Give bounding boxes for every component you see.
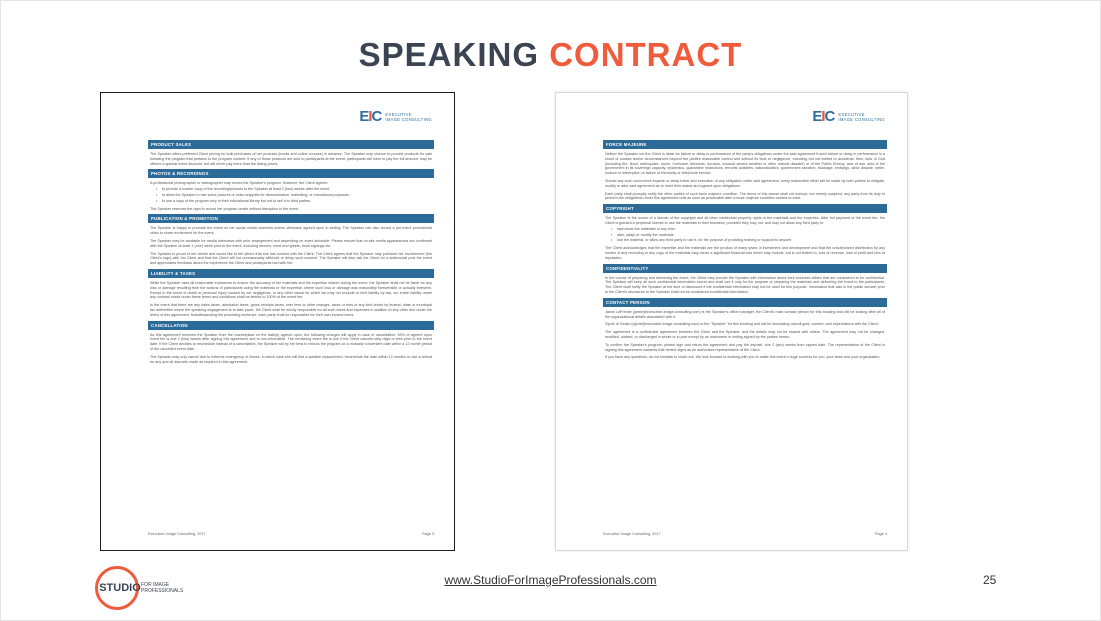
section-paragraph: The Client acknowledges that the expertise and the materials are the product of many years of investment and development and that the unauthorized distribution by any means of any recording or any copy of the materials may cause a significant financial loss which may include, but is not limited to, loss of revenue, loss of profit and loss of reputation. bbox=[605, 246, 885, 260]
eic-logo-mark: EIC bbox=[359, 108, 382, 125]
section-heading: PUBLICATION & PROMOTION bbox=[148, 214, 434, 223]
section-paragraph: As this agreement removes the Speaker from the marketplace on the date(s) agreed upon, the following charges will apply in case of cancellation: 50% of agreed upon event fee is due 2 (two) weeks after signing this agreement and is non-refundable. The remaining event fee is due if the Client cancels sixty days or less prior to the event date. If the Client decides to reschedule instead of a cancellation, the Speaker will try her best to rebook the program on a mutually convenient date within a 12 month period of the cancelled event date. bbox=[150, 332, 432, 351]
section-paragraph: In the event that there are any sales taxes, admission taxes, gross receipts taxes, user fees or other charges, taxes or fees of any kind levied by federal, state or municipal tax authorities where the speaking engagement is to take place, the Client shall be wholly responsible for all such taxes and expenses in addition to any other due under the terms of this agreement. Notwithstanding the preceding sentence, each party shall be responsible for their own income taxes. bbox=[150, 303, 432, 317]
section-heading: PHOTOS & RECORDINGS bbox=[148, 169, 434, 178]
section-paragraph: The Speaker is happy to promote the event on her social media channels unless otherwise agreed upon in writing. The Speaker can also record a pre-event promotional video to share excitement for the event. bbox=[150, 226, 432, 236]
executive-image-consulting-logo: EIC EXECUTIVE IMAGE CONSULTING bbox=[359, 108, 432, 125]
section-heading: CONFIDENTIALITY bbox=[603, 264, 887, 273]
section-paragraph: Neither the Speaker nor the Client is liable for failure or delay in performance of the party's obligations under the said agreement if such failure or delay in performance is a result of causes and/or circumstances beyond the parties reasonable control and without its fault or negligence, including but not limited to accidents, fires, Acts of God (including fire, flood, earthquake, storm, hurricane, blizzards, tornado, unusual severe weather or other natural disaster) or of the Public Enemy, acts of war, acts of the government in its sovereign capacity, epidemics, quarantine restrictions, terrorist activities, nationalization, government sanction, blockage, embargo, labor dispute, strike, lockout or interruption or failure of electricity or telephone service. bbox=[605, 152, 885, 176]
slide-title bbox=[0, 36, 1101, 74]
executive-image-consulting-logo: EIC EXECUTIVE IMAGE CONSULTING bbox=[812, 108, 885, 125]
page-footer-company: Executive Image Consulting, 2017 bbox=[148, 532, 206, 536]
page-footer-company: Executive Image Consulting, 2017 bbox=[603, 532, 661, 536]
section-bullet: • alter, adapt or modify the materials bbox=[617, 233, 877, 238]
page-left-footer bbox=[148, 532, 434, 536]
section-paragraph: To confirm the Speaker's program, please sign and return the agreement and pay the deposit, due 2 (two) weeks from signed date. The representative of the Client in signing this agreement warrants that he/she signs as an authorized representative of the Client. bbox=[605, 342, 885, 352]
section-heading: FORCE MAJEURE bbox=[603, 140, 887, 149]
section-paragraph: The Speaker offers preferred Client pricing for bulk purchases of her products (books and online courses) in advance. The Speaker may choose to provide products for sale following the program that pertains to the program content. If any of those products are sold to participants at the event, participants will have to pay the full amount, may be offered a special event discount, but will never pay more than the listing prices. bbox=[150, 152, 432, 166]
studio-logo-word: STUDIO bbox=[99, 582, 141, 594]
website-link[interactable]: www.StudioForImageProfessionals.com bbox=[444, 573, 657, 587]
section-heading: CANCELLATION bbox=[148, 321, 434, 330]
page-footer-number: Page 4 bbox=[874, 532, 887, 536]
section-paragraph: While the Speaker uses all reasonable endeavors to ensure the accuracy of the materials and the expertise shared during the event, the Speaker shall not be liable for any loss or damage resulting from the actions of participants using the materials or the expertise, where such loss or damage was reasonably foreseeable or actually foreseen. Except in the event of death or personal injury caused by our negligence, or any other cause for which we may not exclude or limit liability by law, our entire liability under any contract made under these terms and conditions shall be limited to 100% of the event fee. bbox=[150, 280, 432, 300]
page-left-content bbox=[148, 137, 434, 364]
section-paragraph: In the course of preparing and delivering the event, the Client may provide the Speaker with information about their business affairs that are considered to be confidential. The Speaker will keep all such confidential information secret and shall use it only for the purpose of preparing the materials and delivering the event to the participants. The Client shall notify the Speaker at the time of disclosure if the confidential information may not be used for this purpose. Information that was in the public domain prior to the Client's disclosure to the Speaker shall not be considered confidential information. bbox=[605, 275, 885, 294]
section-paragraph: The Speaker may be available for media interviews with prior arrangement and depending on event schedule. Please ensure that on-site media appearances are confirmed with the Speaker at least 1 (one) week prior to the event, including dinners, meet and greets, book signings etc. bbox=[150, 238, 432, 248]
section-bullet: • use the material, or allow any third party to use it, for the purpose of providing training or support to anyone. bbox=[617, 238, 877, 243]
section-heading: COPYRIGHT bbox=[603, 204, 887, 213]
section-paragraph: Each party shall promptly notify the other parties of such force majeure condition. The terms of this clause shall not exempt, but merely suspend, any party from its duty to perform the obligations under this agreement until as soon as practicable after a force majeure condition ceases to exist. bbox=[605, 191, 885, 201]
section-paragraph: The agreement is a confidential agreement between the Client and the Speaker, and the details may not be shared with others. The agreement may not be changed, modified, waived, or discharged in whole or in part except by an instrument in writing signed by the parties hereto. bbox=[605, 330, 885, 339]
slide-page-number: 25 bbox=[983, 573, 997, 587]
section-paragraph: If you have any questions, do not hesitate to reach out. We look forward to working with you to make this event a huge success for you, your team and your organization. bbox=[605, 355, 881, 360]
section-bullet: • to provide a master copy of the recording/pictures to the Speaker at least 2 (two) weeks after the event. bbox=[162, 187, 424, 192]
section-paragraph: A professional photographer or videographer may record the Speaker's program. However, the Client agrees: bbox=[150, 181, 329, 186]
section-bullet: • to use a copy of the program only in their educational library but not to sell it to third parties. bbox=[162, 199, 424, 204]
page-right-content bbox=[603, 137, 887, 360]
section-paragraph: The Speaker reserves the right to record her program onsite without disruption to the event. bbox=[150, 206, 300, 211]
section-paragraph: The Speaker is proud of her clients and would like to tell others that she has worked with the Client. The Client agrees that the Speaker may publicize her involvement (the Client's logo) with the Client and that the Client will not unreasonably withhold or delay such consent. The Speaker will also ask the Client for a testimonial post the event and appreciates feedback about the experience the Client and participants had with her. bbox=[150, 251, 432, 266]
contract-page-right bbox=[555, 92, 908, 551]
slide-title-dark: SPEAKING bbox=[358, 36, 540, 73]
section-heading: PRODUCT SALES bbox=[148, 140, 434, 149]
section-paragraph: The Speaker is the owner of a license of the copyright and all other intellectual property rights in the materials and the expertise. After full payment of the event fee, the Client is granted a perpetual license to use the materials in their business, provided they may not, and may not allow any third party to: bbox=[605, 216, 885, 225]
section-paragraph: Sylvie di Giusto (sylvie@executive-image-consulting.com) is the "Speaker" for this booking and will be discussing overall goal, content, and expectations with the Client. bbox=[605, 322, 879, 327]
contract-page-left bbox=[100, 92, 455, 551]
section-paragraph: The Speaker may only cancel due to extreme emergency or illness, in which case she will find a suitable replacement, reschedule the date within 12 months or use a refund for any and all deposits made as required in this agreement. bbox=[150, 354, 432, 364]
section-paragraph: Should any such occurrence impede or delay travel and execution of any obligation under said agreement, every reasonable effort will be made by both parties to mitigate, modify or alter said agreement as to meet their stated and agreed upon obligations. bbox=[605, 178, 885, 188]
eic-logo-mark: EIC bbox=[812, 108, 835, 125]
page-footer-number: Page 3 bbox=[421, 532, 434, 536]
page-right-footer bbox=[603, 532, 887, 536]
studio-logo-tagline: FOR IMAGE PROFESSIONALS bbox=[141, 582, 184, 594]
section-heading: LIABILITY & TAXES bbox=[148, 269, 434, 278]
slide-title-accent: CONTRACT bbox=[549, 36, 743, 73]
section-paragraph: Jamie LaFrenier (jamie@executive-image-consulting.com) is the Speaker's office manager, the Client's main contact person for this booking and will be looking after all of the organizational details associated with it. bbox=[605, 309, 885, 319]
section-bullet: • reproduce the materials in any form bbox=[617, 227, 877, 232]
section-bullet: • to allow the Speaker to use some pictures or video snippets for demonstration, marketing, or educational purposes. bbox=[162, 193, 424, 198]
section-heading: CONTACT PERSON bbox=[603, 298, 887, 307]
